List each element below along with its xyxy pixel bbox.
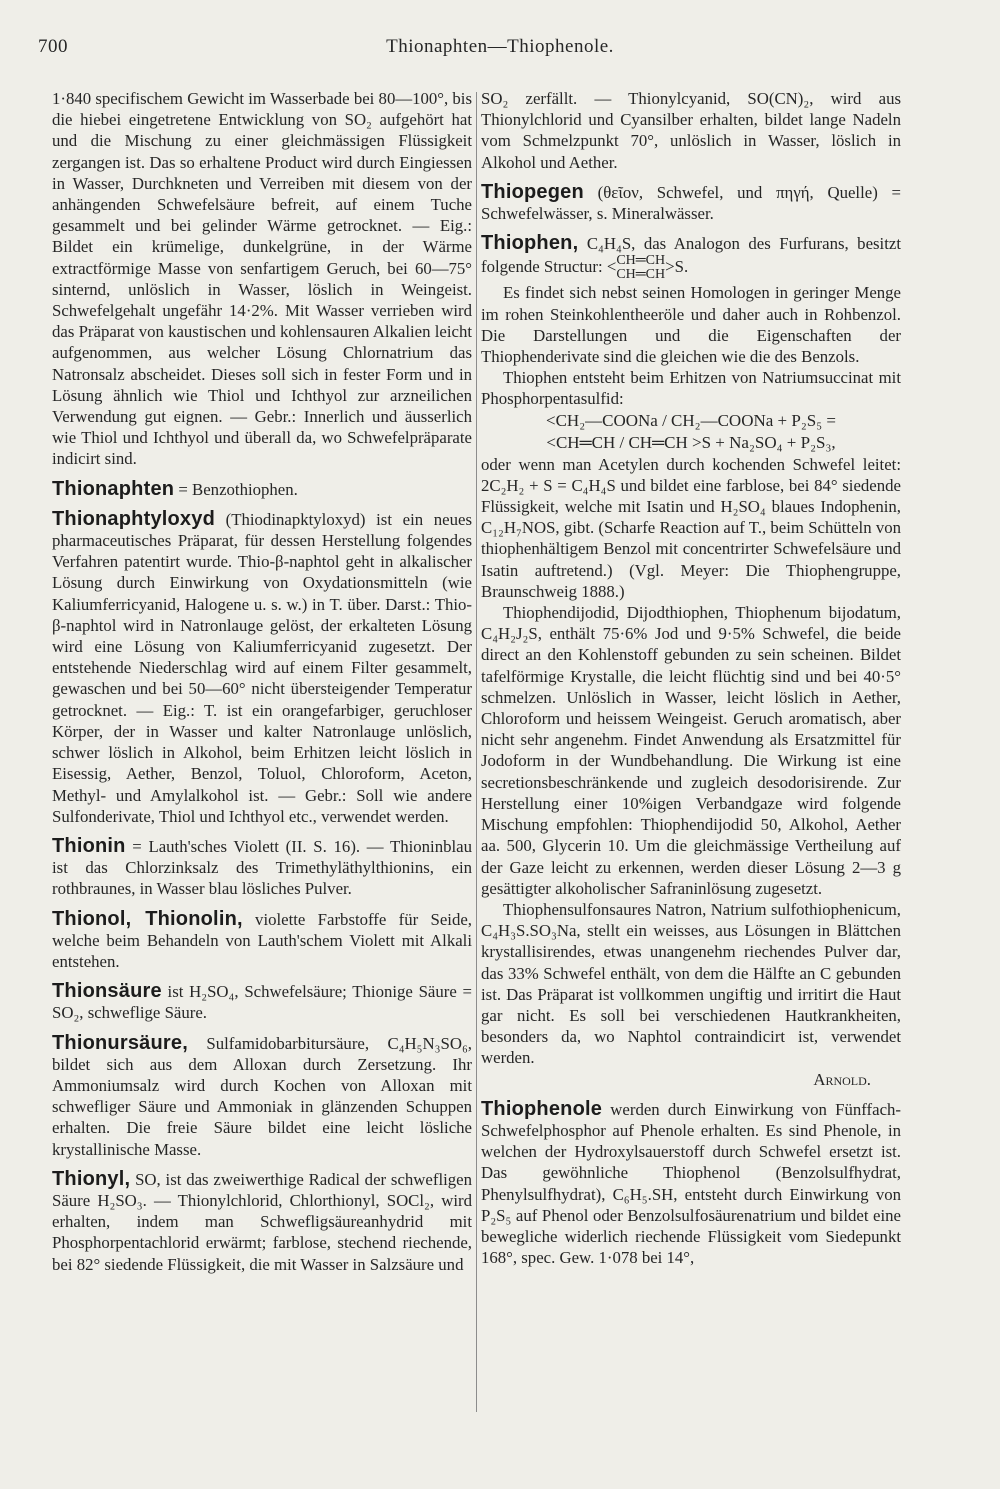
entry-thionyl	[52, 1169, 472, 1275]
thiophen-structure: <CH═CH CH═CH>S.	[606, 253, 689, 283]
entry-text: SO, ist das zweiwerthige Radical der schwefligen Säure H₂SO₃. — Thionylchlorid, Chlorthionyl, SOCl₂, wird erhalten, indem man Schwefligsäureanhydrid mit Phosphorpentachlorid erwärmt; farblose, stechend riechende, bei 82° siedende Flüssigkeit, die mit Wasser in Salzsäure und	[52, 1169, 472, 1274]
structure-top: CH═CH	[616, 253, 666, 269]
left-column	[52, 88, 472, 1275]
structure-bottom: CH═CH	[616, 267, 666, 283]
headword-thionursaeure: Thionursäure,	[52, 1031, 188, 1054]
headword-thiopegen: Thiopegen	[481, 180, 584, 203]
reaction-formula	[481, 410, 901, 454]
headword-thiophenole: Thiophenole	[481, 1097, 603, 1120]
entry-thionol	[52, 909, 472, 973]
entry-thionaphtyloxyd	[52, 509, 472, 827]
right-paragraph-continued: SO₂ zerfällt. — Thionylcyanid, SO(CN)₂, wird aus Thionylchlorid und Cyansilber erhalten, bildet lange Nadeln vom Schmelzpunkt 70°, unlöslich in Wasser, löslich in Alkohol und Aether.	[481, 89, 901, 172]
signature-text: Arnold.	[813, 1069, 871, 1089]
entry-thiophen	[481, 233, 901, 282]
entry-text: Sulfamidobarbitursäure, C₄H₅N₃SO₆, bildet sich aus dem Alloxan durch Zersetzung. Ihr Ammoniumsalz wird durch Kochen von Alloxan mit schwefliger Säure und Ammoniak in glänzenden Schuppen erhalten. Die freie Säure bildet eine leicht lösliche krystallinische Masse.	[52, 1033, 472, 1159]
thiophen-occurrence: Es findet sich nebst seinen Homologen in geringer Menge im rohen Steinkohlentheeröle und daher auch in Rohbenzol. Die Darstellungen und die Eigenschaften der Thiophenderivate sind die gleichen wie die des Benzols.	[481, 283, 901, 367]
entry-thionursaeure	[52, 1033, 472, 1160]
formula-line-2: <CH═CH / CH═CH >S + Na₂SO₄ + P₂S₃,	[546, 432, 836, 452]
entry-text: = Benzothiophen.	[174, 479, 298, 499]
headword-thionin: Thionin	[52, 834, 126, 857]
column-divider	[476, 92, 477, 1412]
headword-thionaphtyloxyd: Thionaphtyloxyd	[52, 507, 215, 530]
entry-text: ist H₂SO₄, Schwefelsäure; Thionige Säure = SO₂, schweflige Säure.	[52, 982, 472, 1023]
entry-text: (θεῖον, Schwefel, und πηγή, Quelle) = Schwefelwässer, s. Mineralwässer.	[481, 182, 901, 224]
right-column	[481, 88, 901, 1268]
thiophen-acetylene: oder wenn man Acetylen durch kochenden Schwefel leitet: 2C₂H₂ + S = C₄H₄S und bildet eine farblose, bei 84° siedende Flüssigkeit, welche mit Isatin und H₂SO₄ blaues Indophenin, C₁₂H₇NOS, gibt. (Scharfe Reaction auf T., beim Schütteln von thiophenhältigem Benzol mit concentrirter Schwefelsäure und Isatin auftretend.) (Vgl. Meyer: Die Thiophengruppe, Braunschweig 1888.)	[481, 454, 901, 601]
entry-thiopegen	[481, 182, 901, 224]
thiophensulfonsaures-paragraph: Thiophensulfonsaures Natron, Natrium sulfothiophenicum, C₄H₃S.SO₃Na, stellt ein weisses, aus Lösungen in Blättchen krystallisirendes, etwas unangenehm riechendes Pulver dar, das 33% Schwefel enthält, von dem die Hälfte an C gebunden ist. Das Präparat ist vollkommen ungiftig und irritirt die Haut gar nicht. Es soll bei verschiedenen Hautkrankheiten, besonders da, wo Naphtol contraindicirt ist, verwendet werden.	[481, 899, 901, 1068]
left-paragraph-continued: 1·840 specifischem Gewicht im Wasserbade bei 80—100°, bis die hiebei eingetretene Entwicklung von SO₂ aufgehört hat und die Mischung zu einer gleichmässigen Flüssigkeit zergangen ist. Das so erhaltene Product wird durch Eingiessen in Wasser, Durchkneten und Verreiben mit diesem von der anhängenden Schwefelsäure befreit, auf einem Tuche gesammelt und bei gelinder Wärme getrocknet. — Eig.: Bildet ein krümelige, dunkelgrüne, in der Wärme extractförmige Masse von senfartigem Geruch, bei 60—75° sinternd, unlöslich in Wasser, löslich in Weingeist. Schwefelgehalt ungefähr 14·2%. Mit Wasser verrieben wird das Präparat von kaustischen und kohlensauren Alkalien leicht aufgenommen, aus welcher Lösung Chlornatrium das Natronsalz abscheidet. Dieses soll sich in fester Form und in Lösung ähnlich wie Thiol und Ichthyol zur arzneilichen Verwendung gut eignen. — Gebr.: Innerlich und äusserlich wie Thiol und Ichthyol und überall da, wo Schwefelpräparate indicirt sind.	[52, 89, 472, 469]
entry-text: (Thiodinapktyloxyd) ist ein neues pharmaceutisches Präparat, für dessen Herstellung folgendes Verfahren patentirt wurde. Thio-β-naphtol geht in alkalischer Lösung durch Einwirkung von Oxydationsmitteln (wie Kaliumferricyanid, Halogene u. s. w.) in T. über. Darst.: Thio-β-naphtol wird in Natronlauge gelöst, der erkalteten Lösung wird eine Lösung von Kaliumferricyanid zugesetzt. Der entstehende Niederschlag wird auf einem Filter gesammelt, gewaschen und bei 50—60° nicht übersteigender Temperatur getrocknet. — Eig.: T. ist ein orangefarbiger, geruchloser Körper, der in Wasser und kalter Natronlauge unlöslich, schwer löslich in Alkohol, beim Erhitzen leicht löslich in Eisessig, Aether, Benzol, Toluol, Chloroform, Aceton, Methyl- und Amylalkohol ist. — Gebr.: Soll wie andere Sulfonderivate, Thiol und Ichthyol etc., verwendet werden.	[52, 509, 472, 826]
running-head: Thionaphten—Thiophenole.	[386, 36, 614, 57]
entry-thiophenole	[481, 1099, 901, 1269]
entry-thionin	[52, 836, 472, 900]
thiophendijodid-paragraph: Thiophendijodid, Dijodthiophen, Thiophenum bijodatum, C₄H₂J₂S, enthält 75·6% Jod und 9·5% Schwefel, die beide direct an den Kohlenstoff gebunden zu sein scheinen. Bildet tafelförmige Krystalle, die leicht flüchtig sind und bei 40·5° schmelzen. Unlöslich in Wasser, leicht löslich in Aether, Chloroform und heissem Weingeist. Geruch aromatisch, aber nicht sehr angenehm. Findet Anwendung als Ersatzmittel für Jodoform in der Wundbehandlung. Die Wirkung ist eine secretionsbeschränkende und zugleich desodorisirende. Zur Herstellung einer 10%igen Verbandgaze wird folgende Mischung empfohlen: Thiophendijodid 50, Alkohol, Aether aa. 500, Glycerin 10. Um die gleichmässige Vertheilung auf der Gaze leicht zu erkennen, werden dieser Lösung 2—3 g gesättigter alkoholischer Safraninlösung zugesetzt.	[481, 603, 901, 898]
entry-text: C₄H₄S, das Analogon des Furfurans, besitzt folgende Structur:	[481, 234, 901, 277]
entry-text: violette Farbstoffe für Seide, welche beim Behandeln von Lauth'schem Violett mit Alkali entstehen.	[52, 909, 472, 971]
headword-thiophen: Thiophen,	[481, 232, 579, 255]
thiophen-formation: Thiophen entsteht beim Erhitzen von Natriumsuccinat mit Phosphorpentasulfid:	[481, 368, 901, 409]
headword-thionyl: Thionyl,	[52, 1167, 131, 1190]
entry-text: werden durch Einwirkung von Fünffach-Schwefelphosphor auf Phenole erhalten. Es sind Phenole, in welchen der Hydroxylsauerstoff durch Schwefel ersetzt ist. Das gewöhnliche Thiophenol (Benzolsulfhydrat, Phenylsulfhydrat), C₆H₅.SH, entsteht durch Einwirkung von P₂S₅ auf Phenol oder Benzolsulfosäurenatrium und bildet eine bewegliche widerlich riechende Flüssigkeit vom Siedepunkt 168°, spec. Gew. 1·078 bei 14°,	[481, 1099, 901, 1268]
entry-text: = Lauth'sches Violett (II. S. 16). — Thioninblau ist das Chlorzinksalz des Trimethyläthylthionins, ein rothbraunes, in Wasser blau lösliches Pulver.	[52, 836, 472, 899]
headword-thionaphten: Thionaphten	[52, 477, 175, 500]
entry-thionsaeure	[52, 981, 472, 1023]
headword-thionol: Thionol, Thionolin,	[52, 907, 243, 930]
headword-thionsaeure: Thionsäure	[52, 980, 162, 1003]
author-signature	[481, 1069, 901, 1090]
page-number: 700	[38, 36, 68, 57]
structure-sulfur: >S.	[665, 257, 689, 277]
formula-line-1: <CH₂—COONa / CH₂—COONa + P₂S₅ =	[545, 410, 836, 430]
entry-thionaphten	[52, 479, 472, 500]
